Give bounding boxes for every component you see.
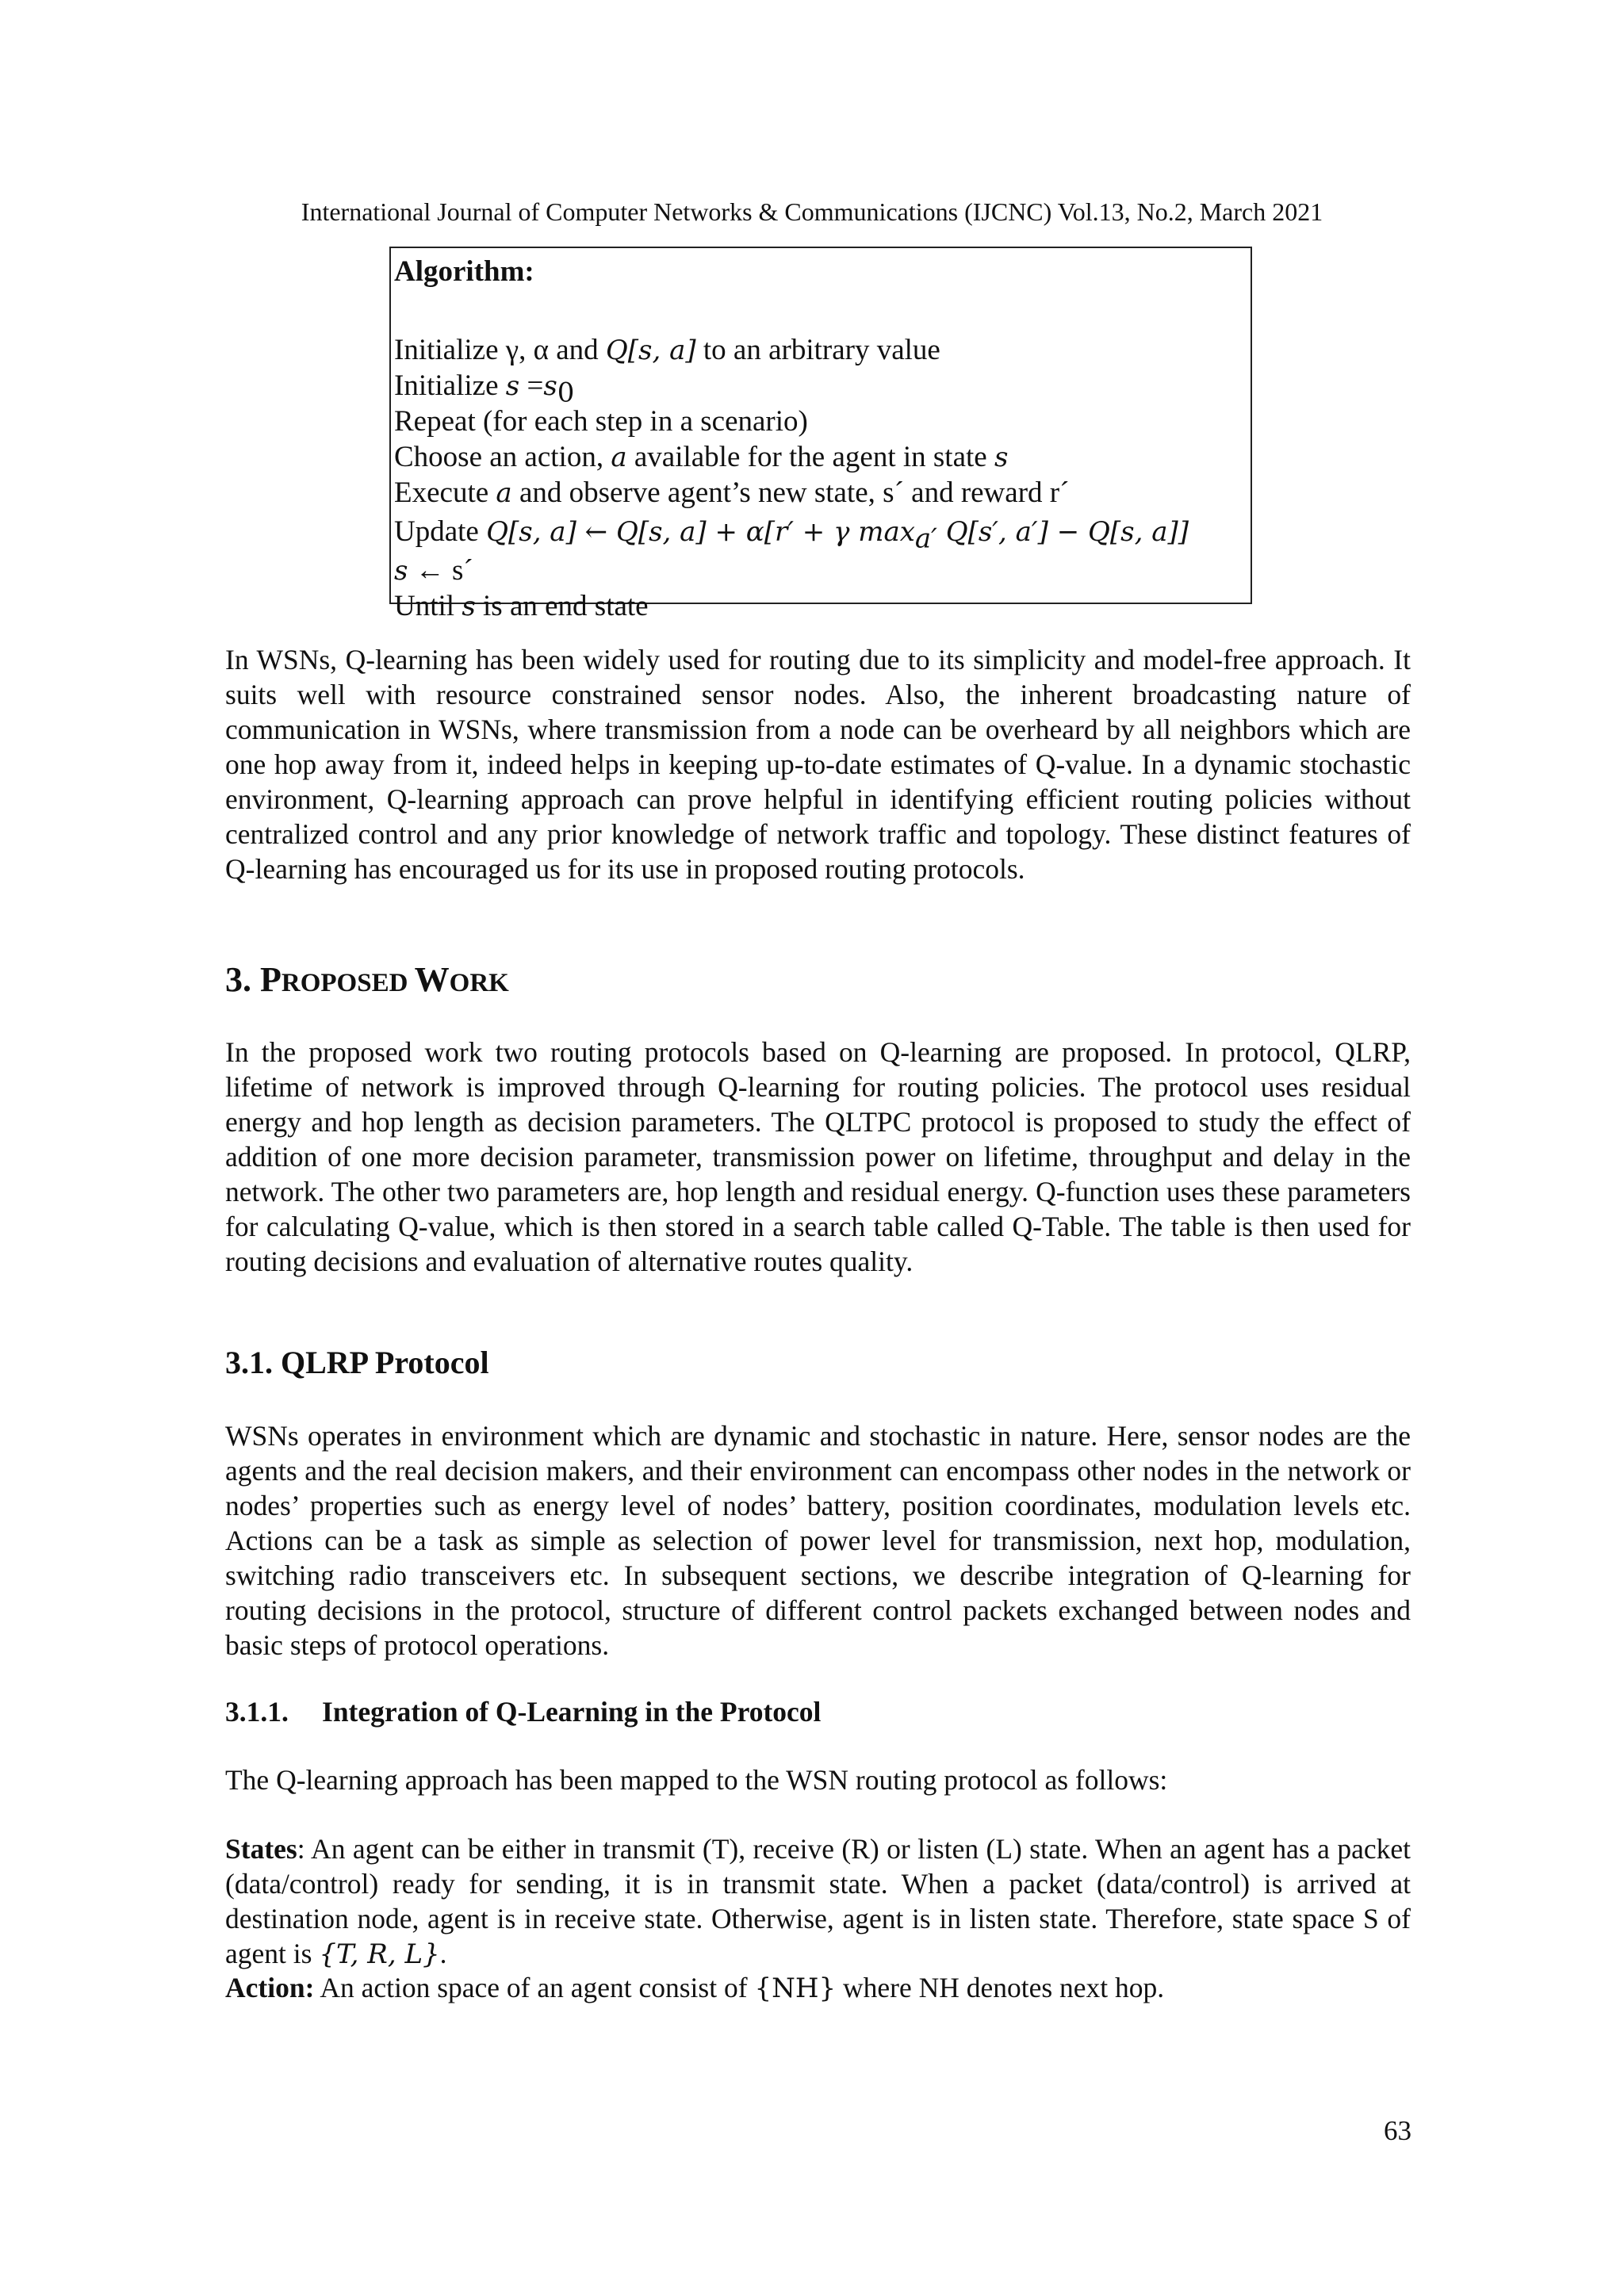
section-heading-proposed-work: 3. PROPOSED WORK — [225, 960, 509, 999]
algorithm-line-update-formula: Update Q[s, a] ← Q[s, a] + α[r′ + γ $\max_{a'} Q[s'$, a′] − Q[s, a]] — [394, 515, 1189, 555]
algorithm-lines — [394, 332, 1251, 624]
algorithm-line-until: Until s is an end state — [394, 590, 649, 622]
paragraph-qlrp-protocol: WSNs operates in environment which are dynamic and stochastic in nature. Here, sensor nodes are the agents and the real decision makers, and their environment can encompass other nodes in the network or nodes’ properties such as energy level of nodes’ battery, position coordinates, modulation levels etc. Actions can be a task as simple as selection of power level for transmission, next hop, modulation, switching radio transceivers etc. In subsequent sections, we describe integration of Q-learning for routing decisions in the protocol, structure of different control packets exchanged between nodes and basic steps of protocol operations. — [225, 1420, 1411, 1661]
paragraph-states: States: An agent can be either in transmit (T), receive (R) or listen (L) state. When an agent has a packet (data/control) ready for sending, it is in transmit state. When a packet (data/control) is arrived at destination node, agent is in receive state. Otherwise, agent is in listen state. Therefore, state space S of agent is {T, R, L}. — [225, 1833, 1411, 1970]
algorithm-box — [389, 247, 1252, 622]
paragraph-action: Action: An action space of an agent consist of {NH} where NH denotes next hop. — [225, 1972, 1165, 2004]
subsubsection-heading-integration: 3.1.1. Integration of Q-Learning in the Protocol — [225, 1696, 822, 1728]
paragraph-proposed-work: In the proposed work two routing protocols based on Q-learning are proposed. In protocol, QLRP, lifetime of network is improved through Q-learning for routing policies. The protocol uses residual energy and hop length as decision parameters. The QLTPC protocol is proposed to study the effect of addition of one more decision parameter, transmission power on lifetime, throughput and delay in the network. The other two parameters are, hop length and residual energy. Q-function uses these parameters for calculating Q-value, which is then stored in a search table called Q-Table. The table is then used for routing decisions and evaluation of alternative routes quality. — [225, 1036, 1411, 1277]
algorithm-line-repeat: Repeat (for each step in a scenario) — [394, 405, 808, 438]
subsection-heading-qlrp: 3.1. QLRP Protocol — [225, 1345, 489, 1380]
paragraph-q-learning-in-wsns: In WSNs, Q-learning has been widely used for routing due to its simplicity and model-free approach. It suits well with resource constrained sensor nodes. Also, the inherent broadcasting nature of communication in WSNs, where transmission from a node can be overheard by all neighbors which are one hop away from it, indeed helps in keeping up-to-date estimates of Q-value. In a dynamic stochastic environment, Q-learning approach can prove helpful in identifying efficient routing policies without centralized control and any prior knowledge of network traffic and topology. These distinct features of Q-learning has encouraged us for its use in proposed routing protocols. — [225, 644, 1411, 885]
algorithm-line-choose-action: Choose an action, a available for the agent in state s — [394, 441, 1009, 473]
algorithm-line-initialize-params: Initialize γ, α and Q[s, a] to an arbitrary value — [394, 334, 940, 366]
algorithm-title: Algorithm: — [394, 255, 534, 288]
page-number: 63 — [1384, 2115, 1411, 2146]
running-header: International Journal of Computer Networks & Communications (IJCNC) Vol.13, No.2, March 2021 — [301, 197, 1323, 226]
algorithm-line-execute: Execute a and observe agent’s new state, s´ and reward r´ — [394, 476, 1070, 509]
algorithm-line-initialize-state: Initialize $s =s_0$ — [394, 369, 575, 409]
algorithm-line-state-update: s ← s´ — [394, 554, 473, 587]
paragraph-mapping-intro: The Q-learning approach has been mapped to the WSN routing protocol as follows: — [225, 1764, 1168, 1796]
